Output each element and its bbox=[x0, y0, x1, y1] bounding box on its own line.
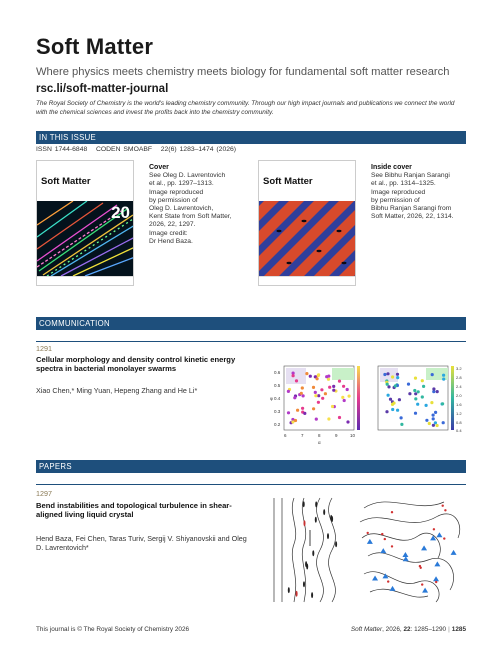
colorbar-right bbox=[451, 366, 454, 430]
scatter-point bbox=[392, 402, 395, 405]
caption-line: by permission of bbox=[149, 196, 198, 204]
communication-page-number[interactable]: 1291 bbox=[36, 344, 52, 353]
scatter-point bbox=[327, 378, 330, 381]
colorbar-tick: 3.2 bbox=[456, 366, 462, 371]
bacterium-rod bbox=[296, 591, 298, 597]
colorbar-tick: 1.2 bbox=[456, 411, 462, 416]
scatter-point bbox=[348, 395, 351, 398]
y-tick-label: 0.3 bbox=[274, 409, 281, 414]
scatter-point bbox=[414, 412, 417, 415]
scatter-point bbox=[421, 379, 424, 382]
bacterium-rod bbox=[323, 509, 325, 515]
defect-marker bbox=[430, 535, 436, 540]
coden: CODEN SMOABF bbox=[95, 146, 153, 153]
caption-line: 2026, 22, 1297. bbox=[149, 221, 196, 229]
section-bar-communication: COMMUNICATION bbox=[36, 317, 466, 330]
defect-core bbox=[387, 580, 389, 582]
bacterium-rod bbox=[315, 501, 317, 507]
scatter-point bbox=[317, 394, 320, 397]
colorbar-tick: 1.6 bbox=[456, 402, 462, 407]
defect-marker bbox=[421, 545, 427, 550]
scatter-point bbox=[442, 374, 445, 377]
scatter-point bbox=[408, 392, 411, 395]
scatter-point bbox=[303, 412, 306, 415]
journal-tagline: Where physics meets chemistry meets biology for fundamental soft matter research bbox=[36, 66, 450, 78]
cover-footer bbox=[37, 276, 133, 286]
defect-core bbox=[442, 505, 444, 507]
inside-cover-journal-title: Soft Matter bbox=[259, 161, 355, 201]
scatter-point bbox=[287, 411, 290, 414]
cover-journal-title: Soft Matter bbox=[37, 161, 133, 201]
scatter-point bbox=[346, 420, 349, 423]
scatter-point bbox=[295, 379, 298, 382]
scatter-point bbox=[442, 421, 445, 424]
scatter-point bbox=[400, 423, 403, 426]
caption-line: See Oleg D. Lavrentovich bbox=[149, 172, 226, 180]
papers-page-number[interactable]: 1297 bbox=[36, 489, 52, 498]
scatter-point bbox=[442, 378, 445, 381]
scatter-point bbox=[287, 390, 290, 393]
scatter-point bbox=[441, 402, 444, 405]
scatter-point bbox=[325, 375, 328, 378]
caption-line: by permission of bbox=[371, 196, 420, 204]
footer-volume: 22 bbox=[403, 626, 411, 633]
scatter-point bbox=[430, 401, 433, 404]
colorbar-left bbox=[357, 366, 360, 430]
cover-caption bbox=[149, 164, 237, 246]
scatter-point bbox=[305, 372, 308, 375]
scatter-point bbox=[414, 392, 417, 395]
scatter-point bbox=[434, 411, 437, 414]
footer-citation: Soft Matter, 2026, 22: 1285–1290 | 1285 bbox=[350, 626, 466, 633]
scatter-point bbox=[398, 398, 401, 401]
defect-marker bbox=[372, 575, 378, 580]
x-tick-label: 8 bbox=[318, 433, 321, 438]
scatter-point bbox=[316, 377, 319, 380]
scatter-point bbox=[432, 387, 435, 390]
scatter-point bbox=[417, 390, 420, 393]
scatter-point bbox=[414, 377, 417, 380]
scatter-point bbox=[383, 373, 386, 376]
x-tick-label: 10 bbox=[350, 433, 356, 438]
papers-figure bbox=[268, 494, 468, 606]
x-tick-label: 7 bbox=[301, 433, 304, 438]
footer-pages: 1285–1290 bbox=[414, 626, 447, 633]
bacterium-rod bbox=[331, 516, 333, 522]
cover-issue-number: 20 bbox=[111, 203, 130, 222]
scatter-point bbox=[315, 418, 318, 421]
scatter-point bbox=[391, 375, 394, 378]
scatter-point bbox=[385, 410, 388, 413]
scatter-point bbox=[312, 407, 315, 410]
bacterium-rod bbox=[312, 550, 314, 556]
scatter-point bbox=[425, 419, 428, 422]
scatter-point bbox=[301, 386, 304, 389]
colorbar-tick: 2.8 bbox=[456, 375, 462, 380]
scatter-point bbox=[314, 391, 317, 394]
defect-core bbox=[433, 528, 435, 530]
defect-core bbox=[444, 509, 446, 511]
scatter-point bbox=[389, 398, 392, 401]
scatter-point bbox=[396, 373, 399, 376]
scatter-point bbox=[312, 386, 315, 389]
bacterium-rod bbox=[303, 501, 305, 507]
communication-authors: Xiao Chen,* Ming Yuan, Hepeng Zhang and He Li* bbox=[36, 386, 198, 395]
caption-line: Image reproduced bbox=[149, 188, 204, 196]
section-rule bbox=[36, 484, 466, 485]
bacterium-rod bbox=[288, 587, 290, 593]
scatter-point bbox=[431, 373, 434, 376]
caption-line: Bibhu Ranjan Sarangi from bbox=[371, 205, 452, 213]
footer-year: 2026 bbox=[385, 626, 400, 633]
rsc-about-text: The Royal Society of Chemistry is the world's leading chemistry community. Through our high impact journals and publications we connect the world with the chemical sciences and invest the profits back into the chemistry community. bbox=[36, 100, 455, 116]
colorbar-tick: 0.8 bbox=[456, 420, 462, 425]
caption-line: Image credit: bbox=[149, 229, 188, 237]
scatter-point bbox=[338, 380, 341, 383]
defect-core bbox=[381, 533, 383, 535]
x-tick-label: 9 bbox=[335, 433, 338, 438]
bacterium-rod bbox=[311, 592, 313, 598]
footer-page-number: 1285 bbox=[451, 626, 466, 633]
scatter-point bbox=[342, 385, 345, 388]
region-shade bbox=[332, 368, 354, 380]
caption-line: See Bibhu Ranjan Sarangi bbox=[371, 172, 450, 180]
scatter-point bbox=[396, 409, 399, 412]
scatter-point bbox=[294, 419, 297, 422]
bacterium-rod bbox=[327, 533, 329, 539]
bacterium-rod bbox=[304, 520, 306, 526]
inside-cover-caption-title: Inside cover bbox=[371, 164, 412, 171]
scatter-point bbox=[332, 389, 335, 392]
defect-core bbox=[420, 567, 422, 569]
defect-core bbox=[367, 532, 369, 534]
cover-image[interactable] bbox=[36, 160, 134, 286]
scatter-point bbox=[338, 416, 341, 419]
scatter-point bbox=[416, 403, 419, 406]
defect-marker bbox=[380, 548, 386, 553]
scatter-point bbox=[300, 392, 303, 395]
scatter-point bbox=[309, 375, 312, 378]
defect-core bbox=[421, 583, 423, 585]
scatter-point bbox=[387, 394, 390, 397]
x-tick-label: 6 bbox=[284, 433, 287, 438]
caption-line: Image reproduced bbox=[371, 188, 426, 196]
scatter-point bbox=[428, 422, 431, 425]
scatter-point bbox=[327, 417, 330, 420]
scatter-point bbox=[432, 414, 435, 417]
y-tick-label: 0.5 bbox=[274, 383, 281, 388]
scatter-point bbox=[314, 394, 317, 397]
scatter-point bbox=[296, 409, 299, 412]
colorbar-tick: 2.4 bbox=[456, 384, 462, 389]
scatter-point bbox=[317, 374, 320, 377]
scatter-point bbox=[346, 388, 349, 391]
scatter-point bbox=[324, 392, 327, 395]
bacterium-rod bbox=[303, 581, 305, 587]
y-axis-label: φ bbox=[270, 396, 273, 401]
scatter-point bbox=[422, 385, 425, 388]
papers-article-title[interactable]: Bend instabilities and topological turbulence in shear-aligned living liquid crystal bbox=[36, 501, 232, 520]
defect-marker bbox=[433, 576, 439, 581]
scatter-point bbox=[414, 397, 417, 400]
section-rule bbox=[36, 341, 466, 342]
scatter-point bbox=[396, 376, 399, 379]
footer-journal: Soft Matter bbox=[350, 626, 383, 633]
volume-pages: 22(6) 1283–1474 (2026) bbox=[160, 146, 237, 153]
cover-caption-title: Cover bbox=[149, 164, 169, 171]
scatter-point bbox=[425, 404, 428, 407]
defect-core bbox=[384, 538, 386, 540]
scatter-point bbox=[436, 424, 439, 427]
y-tick-label: 0.4 bbox=[274, 396, 281, 401]
scatter-point bbox=[394, 384, 397, 387]
defect-marker bbox=[402, 552, 408, 557]
defect-core bbox=[435, 581, 437, 583]
defect-marker bbox=[436, 532, 442, 537]
inside-cover-artwork-svg bbox=[259, 201, 355, 276]
issn-line bbox=[36, 146, 236, 153]
caption-line: Dr Hend Baza. bbox=[149, 237, 193, 245]
defect-core bbox=[443, 537, 445, 539]
scatter-point bbox=[413, 389, 416, 392]
bacterium-rod bbox=[305, 561, 307, 567]
inside-cover-footer bbox=[259, 276, 355, 286]
caption-line: et al., pp. 1297–1313. bbox=[149, 180, 214, 188]
defect-marker bbox=[390, 586, 396, 591]
scatter-point bbox=[341, 396, 344, 399]
footer-copyright: This journal is © The Royal Society of Chemistry 2026 bbox=[36, 626, 190, 633]
defect-marker bbox=[422, 588, 428, 593]
scatter-point bbox=[432, 417, 435, 420]
section-bar-papers: PAPERS bbox=[36, 460, 466, 473]
defect-marker bbox=[367, 539, 373, 544]
bacterium-rod bbox=[335, 541, 337, 547]
scatter-point bbox=[434, 421, 437, 424]
communication-article-title[interactable]: Cellular morphology and density control kinetic energy spectra in bacterial monolayer swarms bbox=[36, 355, 236, 374]
y-tick-label: 0.6 bbox=[274, 370, 281, 375]
scatter-point bbox=[328, 386, 331, 389]
colorbar-tick: 2.0 bbox=[456, 393, 462, 398]
journal-title: Soft Matter bbox=[36, 34, 154, 59]
communication-figure bbox=[270, 362, 470, 446]
scatter-point bbox=[407, 383, 410, 386]
inside-cover-artwork bbox=[259, 201, 355, 276]
defect-core bbox=[391, 545, 393, 547]
issn: ISSN 1744-6848 bbox=[36, 146, 88, 153]
papers-authors: Hend Baza, Fei Chen, Taras Turiv, Sergij V. Shiyanovskii and Oleg D. Lavrentovich* bbox=[36, 534, 247, 552]
scatter-point bbox=[320, 388, 323, 391]
scatter-point bbox=[400, 416, 403, 419]
journal-url[interactable]: rsc.li/soft-matter-journal bbox=[36, 83, 169, 95]
inside-cover-caption bbox=[371, 164, 471, 221]
scatter-point bbox=[317, 401, 320, 404]
scatter-point bbox=[301, 407, 304, 410]
scatter-point bbox=[343, 399, 346, 402]
scatter-point bbox=[293, 396, 296, 399]
cover-artwork bbox=[37, 201, 133, 276]
caption-line: et al., pp. 1314–1325. bbox=[371, 180, 436, 188]
scatter-point bbox=[432, 424, 435, 427]
x-axis-label: α bbox=[318, 440, 321, 445]
scatter-point bbox=[332, 385, 335, 388]
section-bar-in-this-issue: IN THIS ISSUE bbox=[36, 131, 466, 144]
scatter-point bbox=[387, 385, 390, 388]
caption-line: Soft Matter, 2026, 22, 1314. bbox=[371, 213, 454, 221]
defect-marker bbox=[451, 550, 457, 555]
scatter-point bbox=[436, 390, 439, 393]
scatter-point bbox=[421, 395, 424, 398]
scatter-point bbox=[292, 374, 295, 377]
scatter-point bbox=[302, 394, 305, 397]
scatter-point bbox=[386, 383, 389, 386]
caption-line: Kent State from Soft Matter, bbox=[149, 213, 232, 221]
defect-marker bbox=[434, 561, 440, 566]
bacterium-rod bbox=[315, 517, 317, 523]
y-tick-label: 0.2 bbox=[274, 422, 281, 427]
scatter-point bbox=[391, 408, 394, 411]
caption-line: Oleg D. Lavrentovich, bbox=[149, 205, 214, 213]
scatter-point bbox=[321, 397, 324, 400]
scatter-point bbox=[331, 405, 334, 408]
inside-cover-image[interactable] bbox=[258, 160, 356, 286]
scatter-point bbox=[386, 372, 389, 375]
colorbar-tick: 0.4 bbox=[456, 428, 462, 433]
defect-core bbox=[391, 511, 393, 513]
